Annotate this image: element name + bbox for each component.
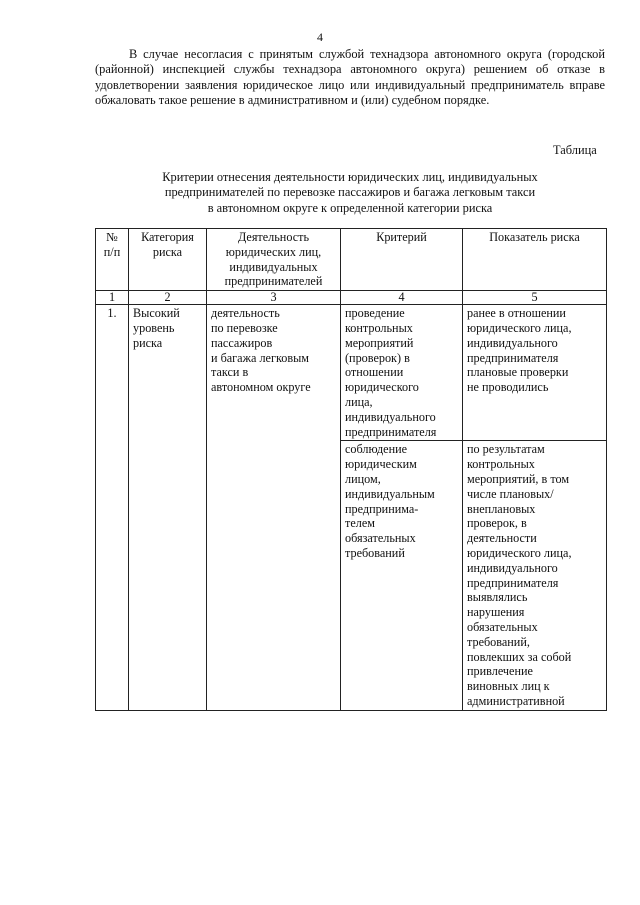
column-number-row xyxy=(96,291,607,305)
header-cell-criterion: Критерий xyxy=(341,229,463,291)
header-cell-indicator: Показатель риска xyxy=(463,229,607,291)
criterion-cell: проведение контрольных мероприятий (проверок) в отношении юридического лица, индивидуального предпринимателя xyxy=(341,305,463,441)
header-cell-category: Категория риска xyxy=(129,229,207,291)
title-line: Критерии отнесения деятельности юридических лиц, индивидуальных xyxy=(162,170,538,184)
title-line: предпринимателей по перевозке пассажиров и багажа легковым такси xyxy=(164,185,536,200)
criterion-cell: соблюдение юридическим лицом, индивидуальным предпринима- телем обязательных требований xyxy=(341,441,463,710)
table-label: Таблица xyxy=(553,143,597,157)
indicator-cell: ранее в отношении юридического лица, индивидуального предпринимателя плановые проверки не проводились xyxy=(463,305,607,441)
page-number: 4 xyxy=(317,30,323,44)
table-row xyxy=(96,305,607,441)
table-title xyxy=(95,170,605,216)
intro-paragraph: В случае несогласия с принятым службой технадзора автономного округа (городской (районной) инспекцией службы технадзора автономного округа) решением об отказе в удовлетворении заявления юридическое лицо или индивидуальный предприниматель вправе обжаловать такое решение в административном и (или) судебном порядке. xyxy=(95,47,605,107)
header-cell-activity: Деятельность юридических лиц, индивидуальных предпринимателей xyxy=(207,229,341,291)
table-header-row xyxy=(96,229,607,291)
column-number: 3 xyxy=(207,291,341,305)
risk-criteria-table xyxy=(95,228,607,711)
activity-description: деятельность по перевозке пассажиров и багажа легковым такси в автономном округе xyxy=(207,305,341,711)
column-number: 4 xyxy=(341,291,463,305)
indicator-cell: по результатам контрольных мероприятий, в том числе плановых/ внеплановых проверок, в деятельности юридического лица, индивидуального предпринимателя выявлялись нарушения обязательных требований, повлекших за собой привлечение виновных лиц к административной xyxy=(463,441,607,710)
column-number: 5 xyxy=(463,291,607,305)
row-number: 1. xyxy=(96,305,129,711)
risk-category: Высокий уровень риска xyxy=(129,305,207,711)
title-line: в автономном округе к определенной категории риска xyxy=(207,200,493,215)
header-cell-number: № п/п xyxy=(96,229,129,291)
column-number: 1 xyxy=(96,291,129,305)
column-number: 2 xyxy=(129,291,207,305)
